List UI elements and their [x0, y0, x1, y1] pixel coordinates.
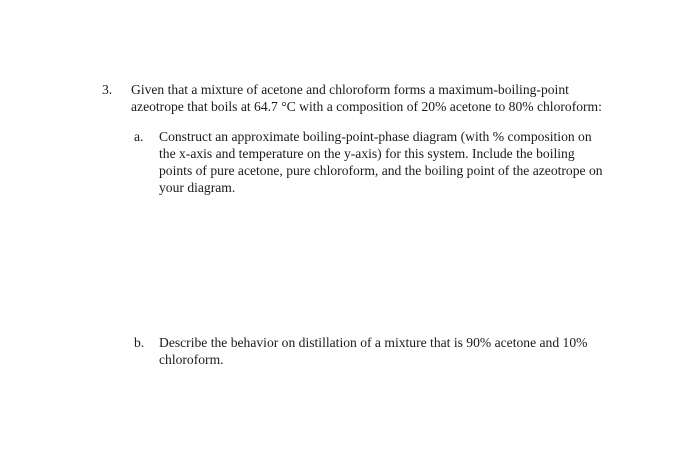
part-b-label: b.	[134, 335, 145, 350]
part-a-line-1: Construct an approximate boiling-point-phase diagram (with % composition on	[159, 129, 592, 144]
part-a-line-2: the x-axis and temperature on the y-axis) for this system. Include the boiling	[159, 146, 575, 161]
question-number: 3.	[102, 82, 113, 97]
part-b-line-2: chloroform.	[159, 352, 224, 367]
question-stem-line-2: azeotrope that boils at 64.7 °C with a composition of 20% acetone to 80% chloroform:	[131, 99, 602, 114]
part-a-label: a.	[134, 129, 144, 144]
part-a-line-4: your diagram.	[159, 180, 236, 195]
part-b-line-1: Describe the behavior on distillation of a mixture that is 90% acetone and 10%	[159, 335, 588, 350]
part-a-line-3: points of pure acetone, pure chloroform, and the boiling point of the azeotrope on	[159, 163, 603, 178]
question-stem-line-1: Given that a mixture of acetone and chloroform forms a maximum-boiling-point	[131, 82, 569, 97]
